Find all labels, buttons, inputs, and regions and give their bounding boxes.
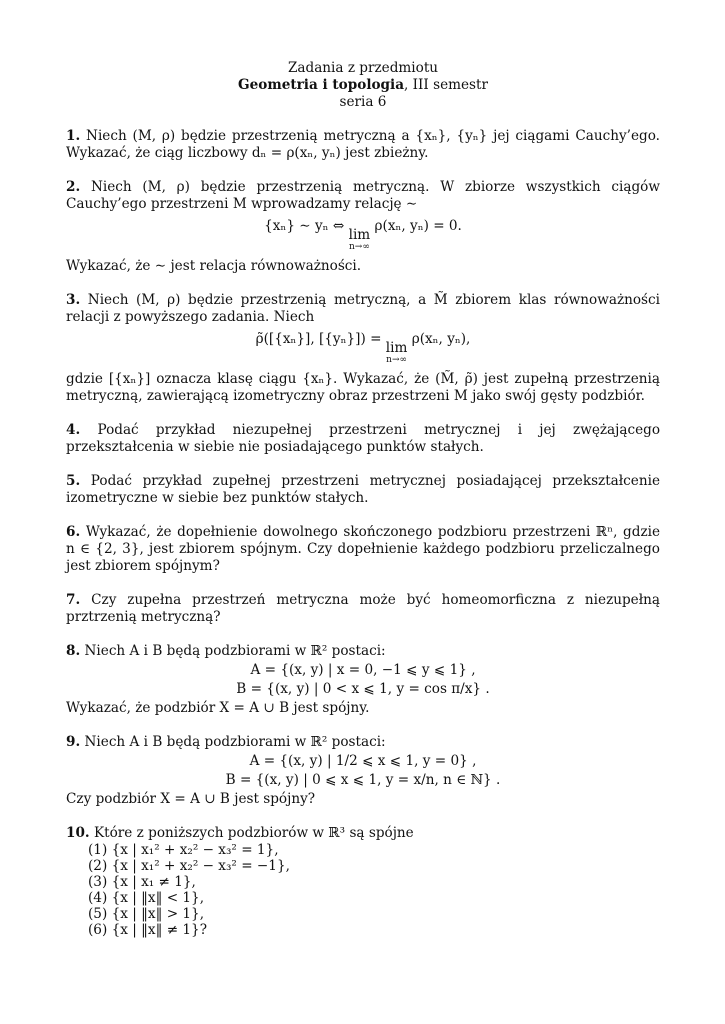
problem-number: 7. (66, 592, 81, 608)
problem-number: 3. (66, 292, 81, 308)
problem-3 (66, 292, 660, 405)
formula (66, 331, 660, 366)
problem-text: Niech (M, ρ) będzie przestrzenią metryczną, a M̃ zbiorem klas równoważności relacji z powyższego zadania. Niech (66, 292, 660, 325)
problem-8 (66, 643, 660, 717)
series: seria 6 (339, 94, 387, 110)
problem-number: 1. (66, 128, 81, 144)
formula (66, 218, 660, 253)
problem-2 (66, 179, 660, 275)
lim-word: lim (348, 227, 371, 243)
formula-left: {xₙ} ∼ yₙ ⇔ (264, 218, 349, 234)
lim-sub: n→∞ (348, 242, 370, 252)
list-item: (6) {x | ‖x‖ ≠ 1}? (88, 922, 207, 938)
problem-7 (66, 592, 660, 626)
list-item: (5) {x | ‖x‖ > 1}, (88, 906, 205, 922)
lim-sub: n→∞ (386, 355, 408, 365)
problem-text: Podać przykład niezupełnej przestrzeni metrycznej i jej zwężającego przekształcenia w siebie nie posiadającego punktów stałych. (66, 422, 661, 455)
problem-text: Niech A i B będą podzbiorami w ℝ² postaci: (84, 734, 386, 750)
list-item: (4) {x | ‖x‖ < 1}, (88, 890, 205, 906)
problem-4 (66, 422, 660, 456)
equation-a: A = {(x, y) | 1/2 ⩽ x ⩽ 1, y = 0} , (249, 753, 477, 769)
problem-number: 8. (66, 643, 81, 659)
problem-text: Które z poniższych podzbiorów w ℝ³ są spójne (93, 825, 414, 841)
problem-5 (66, 473, 660, 507)
equation-b: B = {(x, y) | 0 ⩽ x ⩽ 1, y = x/n, n ∈ ℕ} . (225, 772, 501, 788)
problem-9 (66, 734, 660, 808)
problem-text: Wykazać, że dopełnienie dowolnego skończonego podzbioru przestrzeni ℝⁿ, gdzie n ∈ {2, 3}, jest zbiorem spójnym. Czy dopełnienie każdego podzbioru przeliczalnego jest zbiorem spójnym? (66, 524, 660, 574)
problem-text: Czy zupełna przestrzeń metryczna może być homeomorficzna z niezupełną prztrzenią metryczną? (66, 592, 660, 625)
document-page (66, 60, 660, 938)
equation-a: A = {(x, y) | x = 0, −1 ⩽ y ⩽ 1} , (250, 662, 476, 678)
problem-after: Wykazać, że podzbiór X = A ∪ B jest spójny. (66, 700, 370, 716)
semester: , III semestr (404, 77, 488, 93)
problem-after: Czy podzbiór X = A ∪ B jest spójny? (66, 791, 316, 807)
equation-b: B = {(x, y) | 0 < x ⩽ 1, y = cos π/x} . (236, 681, 490, 697)
formula-right: ρ(xₙ, yₙ), (407, 331, 471, 347)
header (66, 60, 660, 111)
header-line1: Zadania z przedmiotu (287, 60, 439, 76)
subset-list (88, 842, 660, 938)
formula-left: ρ̃([{xₙ}], [{yₙ}]) = (255, 331, 386, 347)
list-item: (2) {x | x₁² + x₂² − x₃² = −1}, (88, 858, 290, 874)
problem-number: 6. (66, 524, 81, 540)
problem-number: 5. (66, 473, 81, 489)
problem-number: 2. (66, 179, 81, 195)
problem-10 (66, 825, 660, 938)
problem-1 (66, 128, 660, 162)
limit (386, 342, 408, 366)
formula-right: ρ(xₙ, yₙ) = 0. (370, 218, 462, 234)
list-item: (3) {x | x₁ ≠ 1}, (88, 874, 196, 890)
problem-after: gdzie [{xₙ}] oznacza klasę ciągu {xₙ}. Wykazać, że (M̃, ρ̃) jest zupełną przestrzenią metryczną, zawierającą izometryczny obraz przestrzeni M jako swój gęsty podzbiór. (66, 371, 660, 404)
problem-text: Podać przykład zupełnej przestrzeni metrycznej posiadającej przekształcenie izometryczne w siebie bez punktów stałych. (66, 473, 660, 506)
limit (349, 229, 371, 253)
problem-text: Niech (M, ρ) będzie przestrzenią metryczną. W zbiorze wszystkich ciągów Cauchy’ego przestrzeni M wprowadzamy relację ∼ (66, 179, 660, 212)
list-item: (1) {x | x₁² + x₂² − x₃² = 1}, (88, 842, 279, 858)
problem-text: Niech (M, ρ) będzie przestrzenią metryczną a {xₙ}, {yₙ} jej ciągami Cauchy’ego. Wykazać, że ciąg liczbowy dₙ = ρ(xₙ, yₙ) jest zbieżny. (66, 128, 660, 161)
problem-text: Niech A i B będą podzbiorami w ℝ² postaci: (84, 643, 386, 659)
lim-word: lim (385, 340, 408, 356)
problem-number: 10. (66, 825, 90, 841)
problem-after: Wykazać, że ∼ jest relacja równoważności. (66, 258, 362, 274)
problem-number: 4. (66, 422, 81, 438)
header-course-line (66, 77, 660, 94)
course-name: Geometria i topologia (238, 77, 405, 93)
problem-number: 9. (66, 734, 81, 750)
problem-6 (66, 524, 660, 575)
